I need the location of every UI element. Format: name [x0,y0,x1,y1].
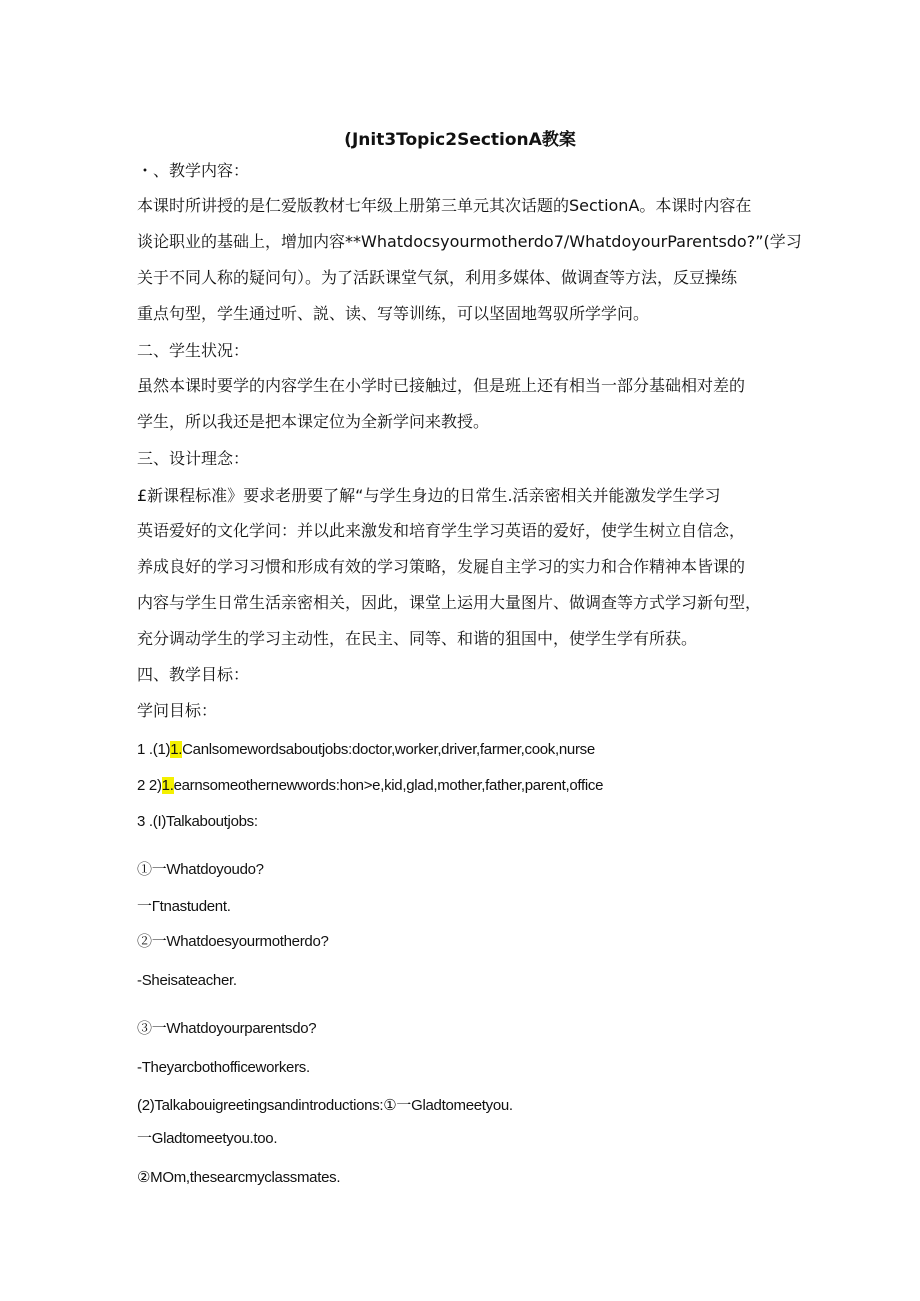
goal-item-1 [137,740,595,760]
goal-item-text: Canlsomewordsaboutjobs:doctor,worker,driver,farmer,cook,nurse [182,741,595,758]
goal-item-3: 3 .(I)Talkaboutjobs: [137,813,258,830]
dialog-line: 一Γtnastudent. [137,898,231,915]
paragraph-line: 学生，所以我还是把本课定位为全新学问来教授。 [137,412,490,431]
dialog-line: ②MOm,thesearcmyclassmates. [137,1169,341,1186]
paragraph-line: 充分调动学生的学习主动性，在民主、同等、和谐的狙国中，使学生学有所获。 [137,629,698,648]
paragraph-line: 关于不同人称的疑问句）。为了活跃课堂气氛，利用多媒体、做调查等方法，反豆操练 [137,268,738,287]
dialog-line: -Theyarcbothofficeworkers. [137,1059,310,1076]
dialog-line: ③一Whatdoyourparentsdo? [137,1020,317,1037]
goal-item-prefix: 1 .(1) [137,741,171,758]
dialog-line: ①一Whatdoyoudo? [137,861,264,878]
paragraph-line: 养成良好的学习习惯和形成有效的学习策略，发屣自主学习的实力和合作精神本皆课的 [137,557,746,576]
paragraph-line: 内容与学生日常生活亲密相关，因此，课堂上运用大量图片、做调查等方式学习新句型， [137,593,762,612]
dialog-line: 一Gladtomeetyou.too. [137,1130,278,1147]
paragraph-line: 英语爱好的文化学问：并以此来激发和培育学生学习英语的爱好，使学生树立自信念， [137,521,746,540]
section-heading-teaching-goals: 四、教学目标： [137,665,250,684]
document-title: (Jnit3Topic2SectionA教案 [344,130,576,150]
dialog-line: (2)Talkabouigreetingsandintroductions:①一Gladtomeetyou. [137,1097,513,1114]
highlighted-mark: 1. [170,741,183,758]
subheading-knowledge-goals: 学问目标： [137,701,218,720]
paragraph-line: 本课时所讲授的是仁爱版教材七年级上册第三单元其次话题的SectionA。本课时内容在 [137,196,752,215]
paragraph-line: 重点句型，学生通过听、説、读、写等训练，可以坚固地驾驭所学学问。 [137,304,650,323]
highlighted-mark: 1. [161,777,174,794]
dialog-line: -Sheisateacher. [137,972,237,989]
section-heading-design-concept: 三、设计理念： [137,449,250,468]
goal-item-prefix: 2 2) [137,777,162,794]
paragraph-line: 虽然本课时要学的内容学生在小学时已接触过，但是班上还有相当一部分基础相对差的 [137,376,746,395]
section-heading-student-situation: 二、学生状况： [137,341,250,360]
dialog-line: ②一Whatdoesyourmotherdo? [137,933,329,950]
goal-item-text: earnsomeothernewwords:hon>e,kid,glad,mother,father,parent,office [173,777,604,794]
paragraph-line: £新课程标准》要求老册要了解“与学生身边的日常生.活亲密相关并能激发学生学习 [137,486,721,505]
section-heading-teaching-content: ・、教学内容： [137,161,250,180]
paragraph-line: 谈论职业的基础上，增加内容**Whatdocsyourmotherdo7∕WhatdoyourParentsdo?”(学习 [137,232,802,251]
goal-item-2 [137,776,603,796]
